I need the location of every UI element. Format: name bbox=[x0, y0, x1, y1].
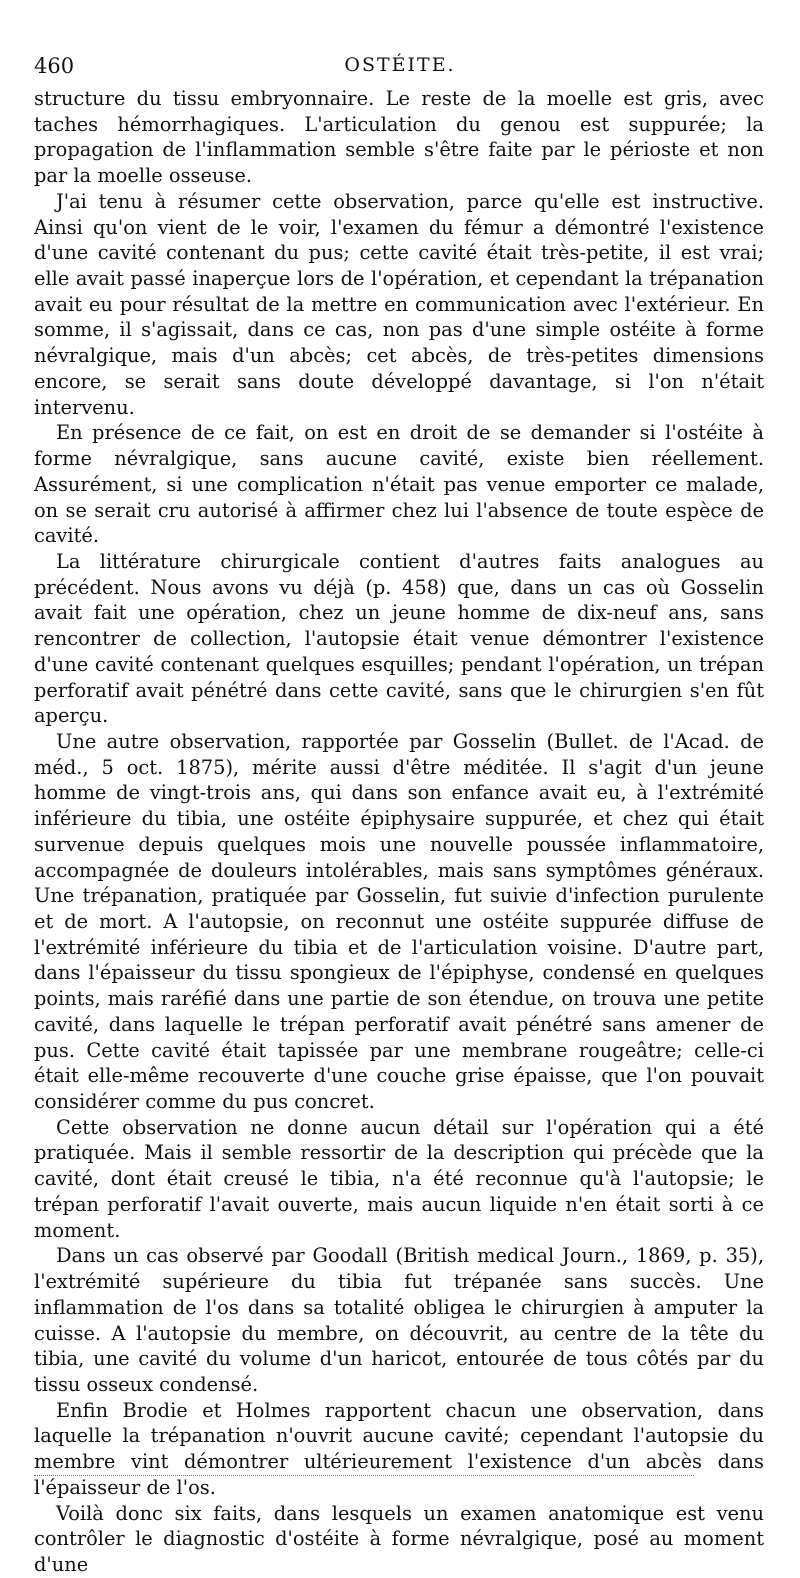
paragraph: J'ai tenu à résumer cette observation, parce qu'elle est instructive. Ainsi qu'on vient de le voir, l'examen du fémur a démontré l'existence d'une cavité contenant du pus; cette cavité était très-petite, il est vrai; elle avait passé inaperçue lors de l'opération, et cependant la trépanation avait eu pour résultat de la mettre en communication avec l'extérieur. En somme, il s'agissait, dans ce cas, non pas d'une simple ostéite à forme névralgique, mais d'un abcès; cet abcès, de très-petites dimensions encore, se serait sans doute développé davantage, si l'on n'était intervenu. bbox=[34, 189, 764, 419]
paragraph: Enfin Brodie et Holmes rapportent chacun une observation, dans laquelle la trépanation n'ouvrit aucune cavité; cependant l'autopsie du membre vint démontrer ultérieurement l'existence d'un abcès dans l'épaisseur de l'os. bbox=[34, 1398, 764, 1499]
paragraph-continuation: structure du tissu embryonnaire. Le reste de la moelle est gris, avec taches hémorrhagiques. L'articulation du genou est suppurée; la propagation de l'inflammation semble s'être faite par le périoste et non par la moelle osseuse. bbox=[34, 87, 764, 188]
paragraph: Une autre observation, rapportée par Gosselin (Bullet. de l'Acad. de méd., 5 oct. 1875), mérite aussi d'être méditée. Il s'agit d'un jeune homme de vingt-trois ans, qui dans son enfance avait eu, à l'extrémité inférieure du tibia, une ostéite épiphysaire suppurée, et chez qui était survenue depuis quelques mois une nouvelle poussée inflammatoire, accompagnée de douleurs intolérables, mais sans symptômes généraux. Une trépanation, pratiquée par Gosselin, fut suivie d'infection purulente et de mort. A l'autopsie, on reconnut une ostéite suppurée diffuse de l'extrémité inférieure du tibia et de l'articulation voisine. D'autre part, dans l'épaisseur du tissu spongieux de l'épiphyse, condensé en quelques points, mais raréfié dans une partie de son étendue, on trouva une petite cavité, dans laquelle le trépan perforatif avait pénétré sans amener de pus. Cette cavité était tapissée par une membrane rougeâtre; celle-ci était elle-même recouverte d'une couche grise épaisse, que l'on pouvait considérer comme du pus concret. bbox=[34, 729, 764, 1114]
page-header bbox=[34, 50, 766, 80]
page-number: 460 bbox=[34, 54, 75, 78]
paragraph: Dans un cas observé par Goodall (British medical Journ., 1869, p. 35), l'extrémité supérieure du tibia fut trépanée sans succès. Une inflammation de l'os dans sa totalité obligea le chirurgien à amputer la cuisse. A l'autopsie du membre, on découvrit, au centre de la tête du tibia, une cavité du volume d'un haricot, entourée de tous côtés par du tissu osseux condensé. bbox=[34, 1244, 764, 1396]
footer-dotted-rule bbox=[34, 1475, 694, 1476]
paragraph: Voilà donc six faits, dans lesquels un examen anatomique est venu contrôler le diagnostic d'ostéite à forme névralgique, posé au moment d'une bbox=[34, 1501, 764, 1576]
running-title: OSTÉITE. bbox=[344, 54, 456, 76]
body-text bbox=[34, 86, 764, 1578]
paragraph: Cette observation ne donne aucun détail sur l'opération qui a été pratiquée. Mais il semble ressortir de la description qui précède que la cavité, dont était creusé le tibia, n'a été reconnue qu'à l'autopsie; le trépan perforatif l'avait ouverte, mais aucun liquide n'en était sorti à ce moment. bbox=[34, 1115, 764, 1242]
paragraph: En présence de ce fait, on est en droit de se demander si l'ostéite à forme névralgique, sans aucune cavité, existe bien réellement. Assurément, si une complication n'était pas venue emporter ce malade, on se serait cru autorisé à affirmer chez lui l'absence de toute espèce de cavité. bbox=[34, 421, 764, 548]
paragraph: La littérature chirurgicale contient d'autres faits analogues au précédent. Nous avons vu déjà (p. 458) que, dans un cas où Gosselin avait fait une opération, chez un jeune homme de dix-neuf ans, sans rencontrer de collection, l'autopsie était venue démontrer l'existence d'une cavité contenant quelques esquilles; pendant l'opération, un trépan perforatif avait pénétré dans cette cavité, sans que le chirurgien s'en fût aperçu. bbox=[34, 549, 764, 728]
